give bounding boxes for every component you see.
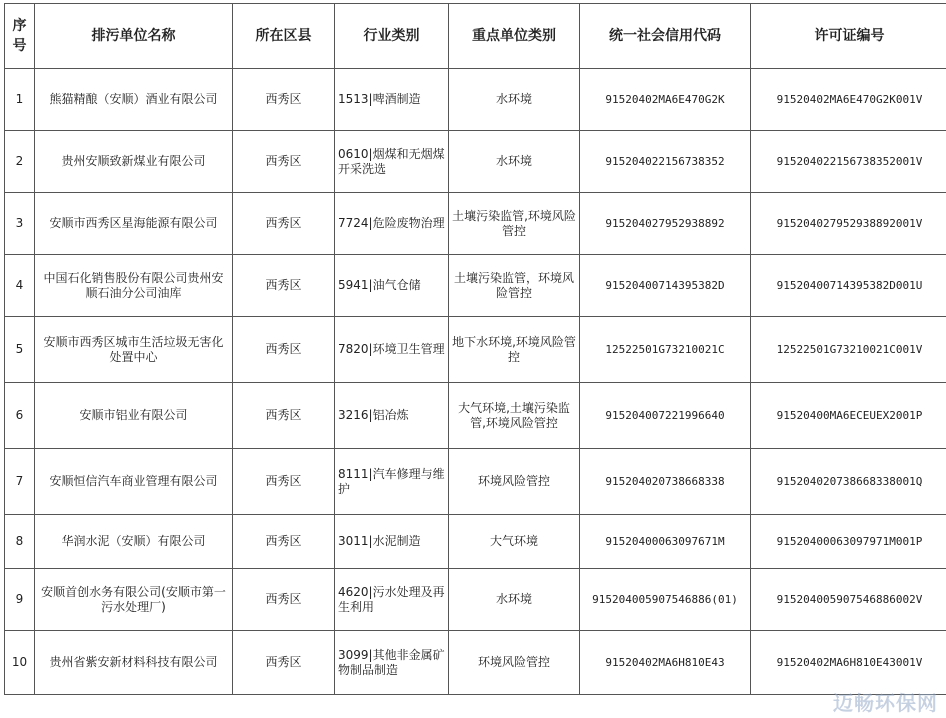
county: 西秀区 bbox=[233, 631, 335, 695]
row-number: 1 bbox=[5, 69, 35, 131]
industry-category: 1513|啤酒制造 bbox=[335, 69, 449, 131]
row-number: 7 bbox=[5, 449, 35, 515]
watermark: 迈畅环保网 bbox=[833, 691, 938, 715]
table-row bbox=[5, 69, 946, 131]
table-row bbox=[5, 569, 946, 631]
permit-number: 915204020738668338001Q bbox=[751, 449, 946, 515]
permit-number: 91520400MA6ECEUEX2001P bbox=[751, 383, 946, 449]
county: 西秀区 bbox=[233, 131, 335, 193]
industry-category: 3099|其他非金属矿物制品制造 bbox=[335, 631, 449, 695]
row-number: 6 bbox=[5, 383, 35, 449]
table-row bbox=[5, 631, 946, 695]
credit-code: 12522501G73210021C bbox=[580, 317, 751, 383]
county: 西秀区 bbox=[233, 317, 335, 383]
permit-number: 91520400714395382D001U bbox=[751, 255, 946, 317]
row-number: 10 bbox=[5, 631, 35, 695]
permit-number: 915204005907546886002V bbox=[751, 569, 946, 631]
permit-number: 91520402MA6E470G2K001V bbox=[751, 69, 946, 131]
row-number: 3 bbox=[5, 193, 35, 255]
credit-code: 915204022156738352 bbox=[580, 131, 751, 193]
table-row bbox=[5, 383, 946, 449]
row-number: 5 bbox=[5, 317, 35, 383]
row-number: 4 bbox=[5, 255, 35, 317]
credit-code: 915204005907546886(01) bbox=[580, 569, 751, 631]
company-name: 中国石化销售股份有限公司贵州安顺石油分公司油库 bbox=[35, 255, 233, 317]
table-row bbox=[5, 255, 946, 317]
key-unit-category: 土壤污染监管,环境风险管控 bbox=[449, 193, 580, 255]
credit-code: 91520402MA6H810E43 bbox=[580, 631, 751, 695]
pollutant-permit-table bbox=[4, 3, 946, 695]
table-row bbox=[5, 515, 946, 569]
header-credit-code: 统一社会信用代码 bbox=[580, 4, 751, 69]
header-no: 序号 bbox=[5, 4, 35, 69]
header-name: 排污单位名称 bbox=[35, 4, 233, 69]
industry-category: 8111|汽车修理与维护 bbox=[335, 449, 449, 515]
permit-number: 915204027952938892001V bbox=[751, 193, 946, 255]
table-row bbox=[5, 131, 946, 193]
industry-category: 3011|水泥制造 bbox=[335, 515, 449, 569]
credit-code: 91520400714395382D bbox=[580, 255, 751, 317]
company-name: 贵州安顺致新煤业有限公司 bbox=[35, 131, 233, 193]
header-category: 重点单位类别 bbox=[449, 4, 580, 69]
company-name: 安顺首创水务有限公司(安顺市第一污水处理厂) bbox=[35, 569, 233, 631]
county: 西秀区 bbox=[233, 383, 335, 449]
permit-number: 12522501G73210021C001V bbox=[751, 317, 946, 383]
key-unit-category: 水环境 bbox=[449, 131, 580, 193]
industry-category: 0610|烟煤和无烟煤开采洗选 bbox=[335, 131, 449, 193]
credit-code: 91520402MA6E470G2K bbox=[580, 69, 751, 131]
industry-category: 7820|环境卫生管理 bbox=[335, 317, 449, 383]
key-unit-category: 大气环境 bbox=[449, 515, 580, 569]
industry-category: 5941|油气仓储 bbox=[335, 255, 449, 317]
industry-category: 4620|污水处理及再生利用 bbox=[335, 569, 449, 631]
key-unit-category: 土壤污染监管，环境风险管控 bbox=[449, 255, 580, 317]
table-row bbox=[5, 193, 946, 255]
company-name: 熊猫精酿（安顺）酒业有限公司 bbox=[35, 69, 233, 131]
header-county: 所在区县 bbox=[233, 4, 335, 69]
company-name: 安顺恒信汽车商业管理有限公司 bbox=[35, 449, 233, 515]
industry-category: 3216|铝冶炼 bbox=[335, 383, 449, 449]
county: 西秀区 bbox=[233, 515, 335, 569]
table-row bbox=[5, 317, 946, 383]
county: 西秀区 bbox=[233, 449, 335, 515]
header-industry: 行业类别 bbox=[335, 4, 449, 69]
table-row bbox=[5, 449, 946, 515]
header-permit-no: 许可证编号 bbox=[751, 4, 946, 69]
company-name: 安顺市西秀区星海能源有限公司 bbox=[35, 193, 233, 255]
industry-category: 7724|危险废物治理 bbox=[335, 193, 449, 255]
key-unit-category: 环境风险管控 bbox=[449, 631, 580, 695]
company-name: 安顺市铝业有限公司 bbox=[35, 383, 233, 449]
key-unit-category: 地下水环境,环境风险管控 bbox=[449, 317, 580, 383]
county: 西秀区 bbox=[233, 69, 335, 131]
county: 西秀区 bbox=[233, 569, 335, 631]
permit-number: 91520400063097971M001P bbox=[751, 515, 946, 569]
company-name: 贵州省紫安新材料科技有限公司 bbox=[35, 631, 233, 695]
row-number: 9 bbox=[5, 569, 35, 631]
permit-number: 91520402MA6H810E43001V bbox=[751, 631, 946, 695]
company-name: 安顺市西秀区城市生活垃圾无害化处置中心 bbox=[35, 317, 233, 383]
credit-code: 915204020738668338 bbox=[580, 449, 751, 515]
key-unit-category: 环境风险管控 bbox=[449, 449, 580, 515]
credit-code: 915204007221996640 bbox=[580, 383, 751, 449]
key-unit-category: 水环境 bbox=[449, 69, 580, 131]
row-number: 2 bbox=[5, 131, 35, 193]
row-number: 8 bbox=[5, 515, 35, 569]
key-unit-category: 大气环境,土壤污染监管,环境风险管控 bbox=[449, 383, 580, 449]
credit-code: 91520400063097671M bbox=[580, 515, 751, 569]
company-name: 华润水泥（安顺）有限公司 bbox=[35, 515, 233, 569]
credit-code: 915204027952938892 bbox=[580, 193, 751, 255]
county: 西秀区 bbox=[233, 193, 335, 255]
county: 西秀区 bbox=[233, 255, 335, 317]
permit-number: 915204022156738352001V bbox=[751, 131, 946, 193]
key-unit-category: 水环境 bbox=[449, 569, 580, 631]
table-header-row bbox=[5, 4, 946, 69]
